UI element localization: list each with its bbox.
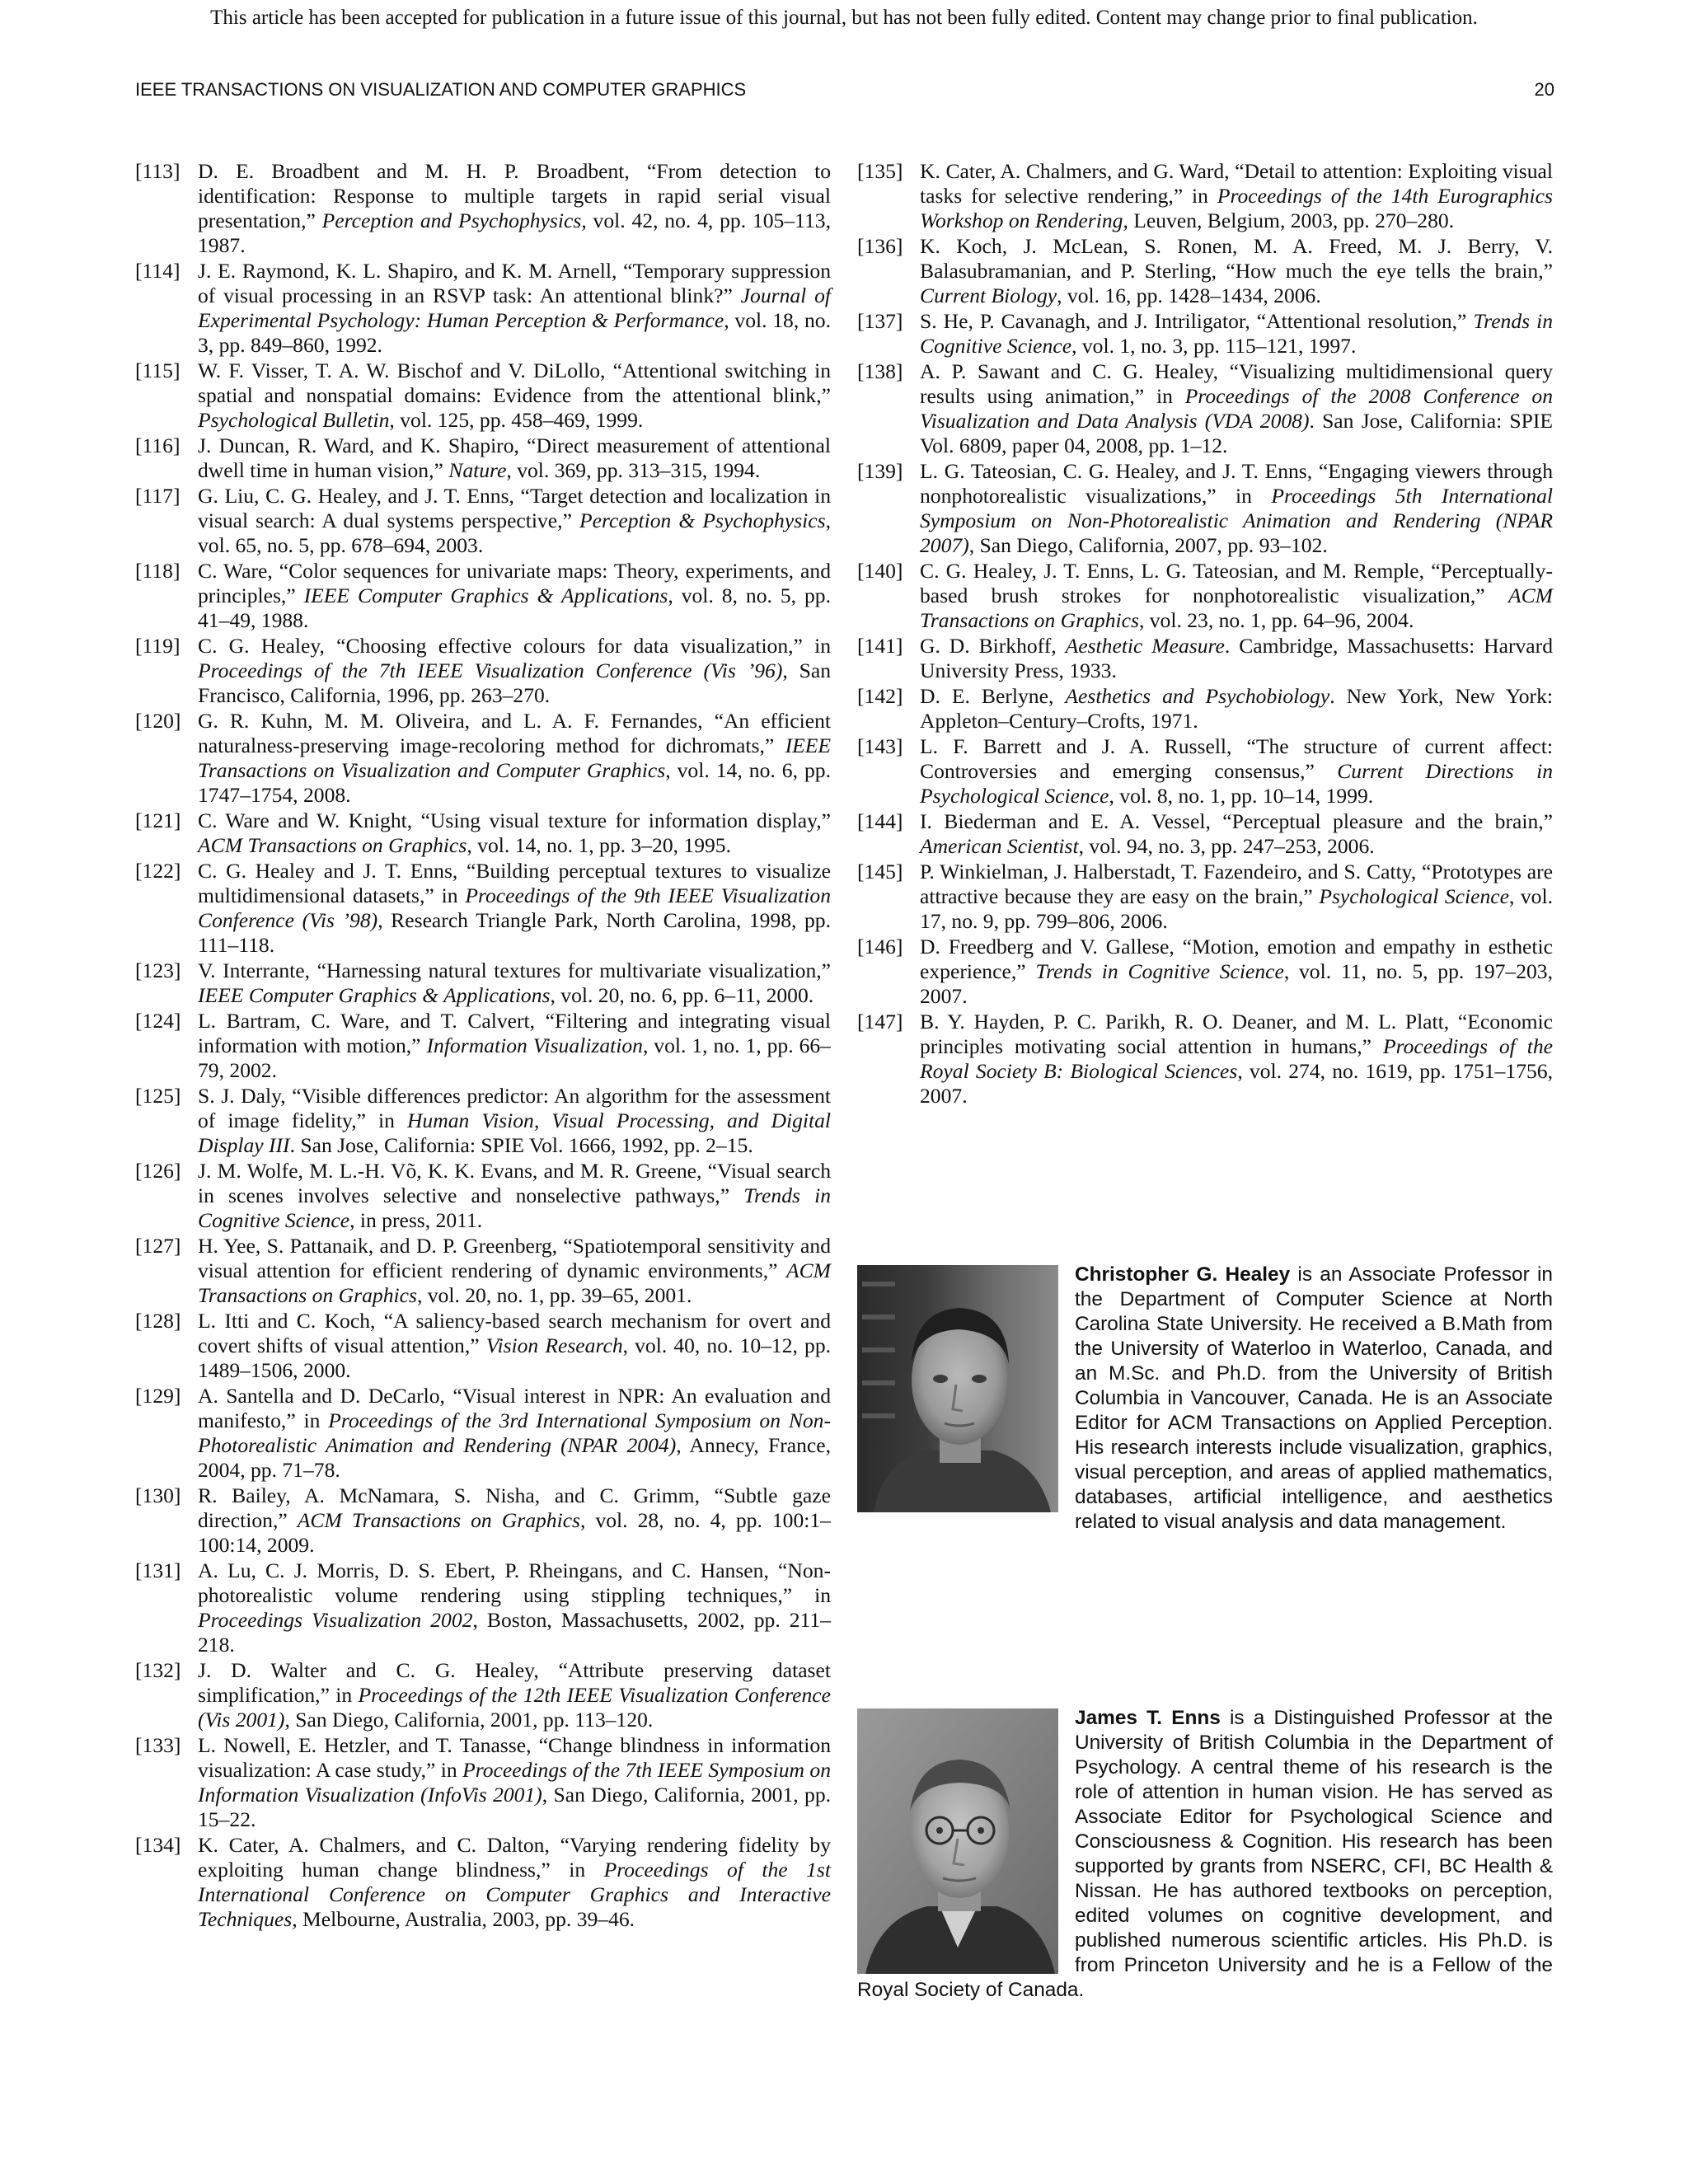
reference-details: , vol. 8, no. 5, pp. 41–49, 1988. [198, 583, 831, 632]
reference-authors-title: L. Nowell, E. Hetzler, and T. Tanasse, “Change blindness in information visualization: A case study,” in [198, 1733, 831, 1782]
reference-details: , vol. 20, no. 6, pp. 6–11, 2000. [550, 983, 814, 1007]
reference-details: , in press, 2011. [349, 1208, 483, 1232]
reference-details: , vol. 14, no. 1, pp. 3–20, 1995. [467, 833, 731, 857]
reference-details: , vol. 8, no. 1, pp. 10–14, 1999. [1109, 784, 1374, 808]
reference-venue: Proceedings of the 7th IEEE Visualization Conference (Vis ’96) [198, 658, 783, 682]
reference-details: , Melbourne, Australia, 2003, pp. 39–46. [292, 1907, 635, 1931]
reference-number: [134] [135, 1833, 181, 1857]
reference-venue: Trends in Cognitive Science [1035, 959, 1284, 983]
reference-authors-title: R. Bailey, A. McNamara, S. Nisha, and C. Grimm, “Subtle gaze direction,” [198, 1483, 831, 1532]
reference-venue: Psychological Science [1319, 884, 1509, 908]
reference-venue: IEEE Computer Graphics & Applications [303, 583, 668, 607]
reference-venue: Trends in Cognitive Science [920, 309, 1553, 358]
reference-details: , Boston, Massachusetts, 2002, pp. 211–218. [198, 1608, 831, 1657]
reference-venue: American Scientist [920, 834, 1079, 858]
author-bio-text-healey: is an Associate Professor in the Department of Computer Science at North Carolina State University. He received a B.Math from the University of Waterloo in Waterloo, Canada, and an M.Sc. and Ph.D. from the University of British Columbia in Vancouver, Canada. He is an Associate Editor for ACM Transactions on Applied Perception. His research interests include visualization, graphics, visual perception, and areas of applied mathematics, databases, artificial intelligence, and aesthetics related to visual analysis and data management. [1075, 1263, 1553, 1533]
reference-venue: IEEE Computer Graphics & Applications [198, 983, 551, 1007]
reference-authors-title: K. Cater, A. Chalmers, and C. Dalton, “Varying rendering fidelity by exploiting human change blindness,” in [198, 1833, 831, 1882]
reference-details: , San Diego, California, 2001, pp. 113–120. [284, 1708, 654, 1732]
author-name-enns: James T. Enns [1075, 1707, 1221, 1729]
reference-details: , vol. 14, no. 6, pp. 1747–1754, 2008. [198, 758, 831, 807]
reference-entry [135, 159, 831, 258]
reference-authors-title: J. Duncan, R. Ward, and K. Shapiro, “Direct measurement of attentional dwell time in human vision,” [198, 434, 831, 482]
reference-details: , vol. 23, no. 1, pp. 64–96, 2004. [1138, 608, 1414, 632]
reference-authors-title: A. P. Sawant and C. G. Healey, “Visualizing multidimensional query results using animation,” in [920, 359, 1553, 408]
reference-authors-title: A. Lu, C. J. Morris, D. S. Ebert, P. Rheingans, and C. Hansen, “Non-photorealistic volume rendering using stippling techniques,” in [198, 1558, 831, 1607]
references-right-column [857, 159, 1553, 1109]
reference-number: [147] [857, 1010, 903, 1033]
reference-authors-title: C. G. Healey, J. T. Enns, L. G. Tateosian, and M. Remple, “Perceptually-based brush strokes for nonphotorealistic visualization,” [920, 559, 1553, 607]
reference-entry [135, 1483, 831, 1558]
reference-entry [135, 1384, 831, 1483]
reference-venue: Proceedings of the 1st International Conference on Computer Graphics and Interactive Techniques [198, 1858, 831, 1931]
reference-entry [135, 634, 831, 708]
reference-venue: Trends in Cognitive Science [198, 1183, 831, 1232]
reference-authors-title: S. J. Daly, “Visible differences predictor: An algorithm for the assessment of image fidelity,” in [198, 1084, 831, 1132]
reference-venue: Perception and Psychophysics [321, 209, 582, 232]
author-bio-text-enns: is a Distinguished Professor at the University of British Columbia in the Department of Psychology. A central theme of his research is the role of attention in human vision. He has served as Associate Editor for Psychological Science and Consciousness & Cognition. His research has been supported by grants from NSERC, CFI, BC Health & Nissan. He has authored textbooks on perception, edited volumes on cognitive development, and published numerous scientific articles. His Ph.D. is from Princeton University and he is a Fellow of the Royal Society of Canada. [857, 1707, 1553, 2001]
reference-number: [135] [857, 159, 903, 183]
reference-entry [857, 809, 1553, 859]
reference-venue: Proceedings of the Royal Society B: Biological Sciences [920, 1034, 1553, 1083]
reference-number: [115] [135, 359, 181, 382]
reference-details: . San Jose, California: SPIE Vol. 6809, paper 04, 2008, pp. 1–12. [920, 409, 1553, 457]
author-photo-enns [857, 1708, 1058, 1974]
reference-entry [135, 484, 831, 558]
reference-entry [857, 309, 1553, 359]
running-header [135, 79, 1554, 105]
reference-entry [135, 1084, 831, 1158]
reference-entry [135, 1009, 831, 1083]
references-left-column [135, 159, 831, 1933]
journal-title: IEEE TRANSACTIONS ON VISUALIZATION AND COMPUTER GRAPHICS [135, 79, 747, 100]
reference-authors-title: A. Santella and D. DeCarlo, “Visual interest in NPR: An evaluation and manifesto,” in [198, 1384, 831, 1432]
reference-entry [135, 1309, 831, 1383]
reference-venue: Proceedings of the 9th IEEE Visualization Conference (Vis ’98) [198, 883, 831, 932]
reference-entry [135, 559, 831, 633]
reference-details: , vol. 40, no. 10–12, pp. 1489–1506, 2000. [198, 1333, 832, 1382]
reference-authors-title: K. Cater, A. Chalmers, and G. Ward, “Detail to attention: Exploiting visual tasks for selective rendering,” in [920, 159, 1553, 208]
reference-venue: Psychological Bulletin [198, 408, 390, 432]
reference-authors-title: C. Ware, “Color sequences for univariate maps: Theory, experiments, and principles,” [198, 559, 831, 607]
reference-venue: ACM Transactions on Graphics [198, 833, 467, 857]
reference-details: . New York, New York: Appleton–Century–Crofts, 1971. [920, 684, 1553, 733]
reference-details: , vol. 1, no. 3, pp. 115–121, 1997. [1071, 334, 1357, 358]
reference-number: [114] [135, 259, 181, 283]
reference-details: , vol. 369, pp. 313–315, 1994. [506, 458, 761, 482]
reference-venue: Proceedings of the 2008 Conference on Visualization and Data Analysis (VDA 2008) [920, 384, 1553, 433]
reference-details: , San Diego, California, 2001, pp. 15–22. [198, 1783, 832, 1831]
reference-venue: Nature [448, 458, 507, 482]
reference-authors-title: S. He, P. Cavanagh, and J. Intriligator, “Attentional resolution,” [920, 309, 1474, 333]
reference-venue: Journal of Experimental Psychology: Human Perception & Performance [198, 284, 831, 332]
publication-notice: This article has been accepted for publication in a future issue of this journal, but has not been fully edited. Content may change prior to final publication. [210, 7, 1478, 29]
reference-number: [145] [857, 860, 903, 883]
reference-entry [857, 559, 1553, 633]
reference-details: , vol. 17, no. 9, pp. 799–806, 2006. [920, 884, 1553, 933]
reference-details: , vol. 42, no. 4, pp. 105–113, 1987. [198, 209, 831, 257]
reference-details: . Cambridge, Massachusetts: Harvard University Press, 1933. [920, 634, 1553, 682]
reference-venue: Vision Research [485, 1333, 623, 1357]
reference-entry [857, 1010, 1553, 1108]
reference-venue: Proceedings of the 7th IEEE Symposium on Information Visualization (InfoVis 2001) [198, 1758, 831, 1807]
reference-venue: Proceedings of the 14th Eurographics Workshop on Rendering [920, 184, 1553, 232]
reference-venue: Information Visualization [426, 1033, 643, 1057]
reference-venue: Current Biology [920, 284, 1057, 307]
reference-details: , Annecy, France, 2004, pp. 71–78. [198, 1433, 831, 1482]
portrait-image [857, 1265, 1058, 1512]
reference-number: [132] [135, 1658, 181, 1682]
reference-venue: ACM Transactions on Graphics [297, 1508, 581, 1532]
reference-details: , Leuven, Belgium, 2003, pp. 270–280. [1123, 209, 1455, 232]
reference-entry [135, 259, 831, 358]
reference-entry [857, 634, 1553, 683]
reference-authors-title: C. Ware and W. Knight, “Using visual texture for information display,” [198, 808, 831, 832]
reference-venue: Proceedings Visualization 2002 [198, 1608, 473, 1632]
reference-number: [126] [135, 1159, 181, 1183]
reference-authors-title: D. E. Broadbent and M. H. P. Broadbent, “From detection to identification: Response to multiple targets in rapid serial visual presentation,” [198, 159, 831, 232]
reference-authors-title: L. Itti and C. Koch, “A saliency-based search mechanism for overt and covert shifts of visual attention,” [198, 1309, 831, 1357]
reference-entry [857, 684, 1553, 733]
reference-number: [125] [135, 1084, 181, 1108]
reference-venue: ACM Transactions on Graphics [920, 583, 1553, 632]
reference-authors-title: G. D. Birkhoff, [920, 634, 1066, 658]
reference-details: , vol. 1, no. 1, pp. 66–79, 2002. [198, 1033, 831, 1082]
reference-authors-title: J. E. Raymond, K. L. Shapiro, and K. M. Arnell, “Temporary suppression of visual processing in an RSVP task: An attentional blink?” [198, 259, 831, 307]
reference-number: [130] [135, 1483, 181, 1507]
reference-number: [140] [857, 559, 903, 583]
reference-authors-title: H. Yee, S. Pattanaik, and D. P. Greenberg, “Spatiotemporal sensitivity and visual attention for efficient rendering of dynamic environments,” [198, 1234, 831, 1282]
reference-entry [857, 359, 1553, 458]
reference-entry [857, 459, 1553, 558]
reference-details: , San Francisco, California, 1996, pp. 263–270. [198, 658, 832, 707]
reference-number: [120] [135, 709, 181, 733]
reference-venue: Perception & Psychophysics [579, 509, 826, 532]
author-photo-healey [857, 1265, 1058, 1512]
reference-venue: Proceedings 5th International Symposium on Non-Photorealistic Animation and Rendering (NPAR 2007) [920, 484, 1553, 557]
reference-number: [139] [857, 459, 903, 483]
reference-authors-title: D. E. Berlyne, [920, 684, 1066, 708]
reference-authors-title: J. M. Wolfe, M. L.-H. Võ, K. K. Evans, and M. R. Greene, “Visual search in scenes involves selective and nonselective pathways,” [198, 1159, 831, 1207]
reference-entry [135, 1234, 831, 1308]
reference-details: , vol. 16, pp. 1428–1434, 2006. [1057, 284, 1321, 307]
author-bio-enns [857, 1706, 1553, 2003]
reference-entry [857, 860, 1553, 934]
reference-entry [857, 159, 1553, 233]
reference-details: , vol. 274, no. 1619, pp. 1751–1756, 2007. [920, 1059, 1553, 1108]
reference-number: [138] [857, 359, 903, 383]
reference-authors-title: W. F. Visser, T. A. W. Bischof and V. DiLollo, “Attentional switching in spatial and nonspatial domains: Evidence from the attentional blink,” [198, 359, 831, 407]
reference-authors-title: L. F. Barrett and J. A. Russell, “The structure of current affect: Controversies and emerging consensus,” [920, 734, 1553, 783]
reference-entry [135, 359, 831, 433]
reference-number: [119] [135, 634, 181, 658]
reference-entry [135, 958, 831, 1008]
reference-number: [131] [135, 1558, 181, 1582]
reference-authors-title: P. Winkielman, J. Halberstadt, T. Fazendeiro, and S. Catty, “Prototypes are attractive because they are easy on the brain,” [920, 860, 1553, 908]
reference-entry [135, 859, 831, 958]
reference-authors-title: C. G. Healey and J. T. Enns, “Building perceptual textures to visualize multidimensional datasets,” in [198, 859, 831, 907]
reference-entry [857, 234, 1553, 308]
reference-authors-title: V. Interrante, “Harnessing natural textures for multivariate visualization,” [198, 958, 831, 982]
author-bio-healey [857, 1263, 1553, 1535]
reference-entry [135, 709, 831, 808]
reference-authors-title: G. Liu, C. G. Healey, and J. T. Enns, “Target detection and localization in visual search: A dual systems perspective,” [198, 484, 831, 532]
reference-authors-title: G. R. Kuhn, M. M. Oliveira, and L. A. F. Fernandes, “An efficient naturalness-preserving image-recoloring method for dichromats,” [198, 709, 831, 757]
reference-details: , vol. 125, pp. 458–469, 1999. [389, 408, 644, 432]
reference-details: , San Diego, California, 2007, pp. 93–102. [968, 533, 1328, 557]
reference-number: [118] [135, 559, 181, 583]
reference-number: [136] [857, 234, 903, 258]
reference-authors-title: L. Bartram, C. Ware, and T. Calvert, “Filtering and integrating visual information with motion,” [198, 1009, 831, 1057]
reference-details: , vol. 18, no. 3, pp. 849–860, 1992. [198, 308, 831, 357]
reference-number: [142] [857, 684, 903, 708]
reference-entry [135, 1733, 831, 1832]
reference-entry [135, 1159, 831, 1233]
reference-venue: Human Vision, Visual Processing, and Digital Display III [198, 1108, 831, 1157]
reference-number: [137] [857, 309, 903, 333]
reference-number: [143] [857, 734, 903, 758]
reference-number: [117] [135, 484, 181, 508]
reference-details: , vol. 20, no. 1, pp. 39–65, 2001. [416, 1283, 692, 1307]
reference-number: [122] [135, 859, 181, 883]
reference-venue: Aesthetics and Psychobiology [1065, 684, 1330, 708]
reference-number: [146] [857, 935, 903, 958]
reference-entry [857, 935, 1553, 1009]
reference-details: , Research Triangle Park, North Carolina, 1998, pp. 111–118. [198, 908, 831, 957]
reference-number: [121] [135, 808, 181, 832]
reference-entry [135, 808, 831, 858]
reference-venue: Proceedings of the 3rd International Symposium on Non-Photorealistic Animation and Rendering (NPAR 2004) [198, 1408, 832, 1457]
reference-entry [135, 1833, 831, 1932]
reference-venue: Aesthetic Measure [1065, 634, 1225, 658]
reference-details: . San Jose, California: SPIE Vol. 1666, 1992, pp. 2–15. [289, 1133, 753, 1157]
reference-number: [133] [135, 1733, 181, 1757]
reference-number: [141] [857, 634, 903, 658]
author-name-healey: Christopher G. Healey [1075, 1263, 1291, 1286]
reference-authors-title: L. G. Tateosian, C. G. Healey, and J. T. Enns, “Engaging viewers through nonphotorealistic visualizations,” in [920, 459, 1553, 508]
page-number: 20 [1534, 79, 1554, 100]
reference-number: [127] [135, 1234, 181, 1258]
reference-authors-title: C. G. Healey, “Choosing effective colours for data visualization,” in [198, 634, 831, 658]
reference-authors-title: B. Y. Hayden, P. C. Parikh, R. O. Deaner, and M. L. Platt, “Economic principles motivating social attention in humans,” [920, 1010, 1553, 1058]
reference-venue: ACM Transactions on Graphics [198, 1258, 831, 1307]
reference-details: , vol. 65, no. 5, pp. 678–694, 2003. [198, 509, 831, 557]
reference-authors-title: K. Koch, J. McLean, S. Ronen, M. A. Freed, M. J. Berry, V. Balasubramanian, and P. Sterling, “How much the eye tells the brain,” [920, 234, 1553, 283]
reference-details: , vol. 11, no. 5, pp. 197–203, 2007. [920, 959, 1553, 1008]
reference-number: [113] [135, 159, 181, 183]
reference-authors-title: D. Freedberg and V. Gallese, “Motion, emotion and empathy in esthetic experience,” [920, 935, 1553, 983]
reference-entry [135, 1658, 831, 1732]
reference-authors-title: I. Biederman and E. A. Vessel, “Perceptual pleasure and the brain,” [920, 809, 1553, 833]
portrait-image [857, 1708, 1058, 1974]
reference-details: , vol. 94, no. 3, pp. 247–253, 2006. [1078, 834, 1375, 858]
reference-entry [135, 434, 831, 483]
reference-number: [123] [135, 958, 181, 982]
reference-venue: IEEE Transactions on Visualization and Computer Graphics [198, 733, 831, 782]
reference-number: [144] [857, 809, 903, 833]
reference-number: [128] [135, 1309, 181, 1333]
reference-entry [857, 734, 1553, 808]
reference-number: [129] [135, 1384, 181, 1408]
reference-venue: Current Directions in Psychological Science [920, 759, 1553, 808]
reference-number: [124] [135, 1009, 181, 1033]
reference-details: , vol. 28, no. 4, pp. 100:1–100:14, 2009. [198, 1508, 831, 1557]
reference-authors-title: J. D. Walter and C. G. Healey, “Attribute preserving dataset simplification,” in [198, 1658, 831, 1707]
reference-number: [116] [135, 434, 181, 457]
reference-entry [135, 1558, 831, 1657]
reference-venue: Proceedings of the 12th IEEE Visualization Conference (Vis 2001) [198, 1683, 831, 1732]
